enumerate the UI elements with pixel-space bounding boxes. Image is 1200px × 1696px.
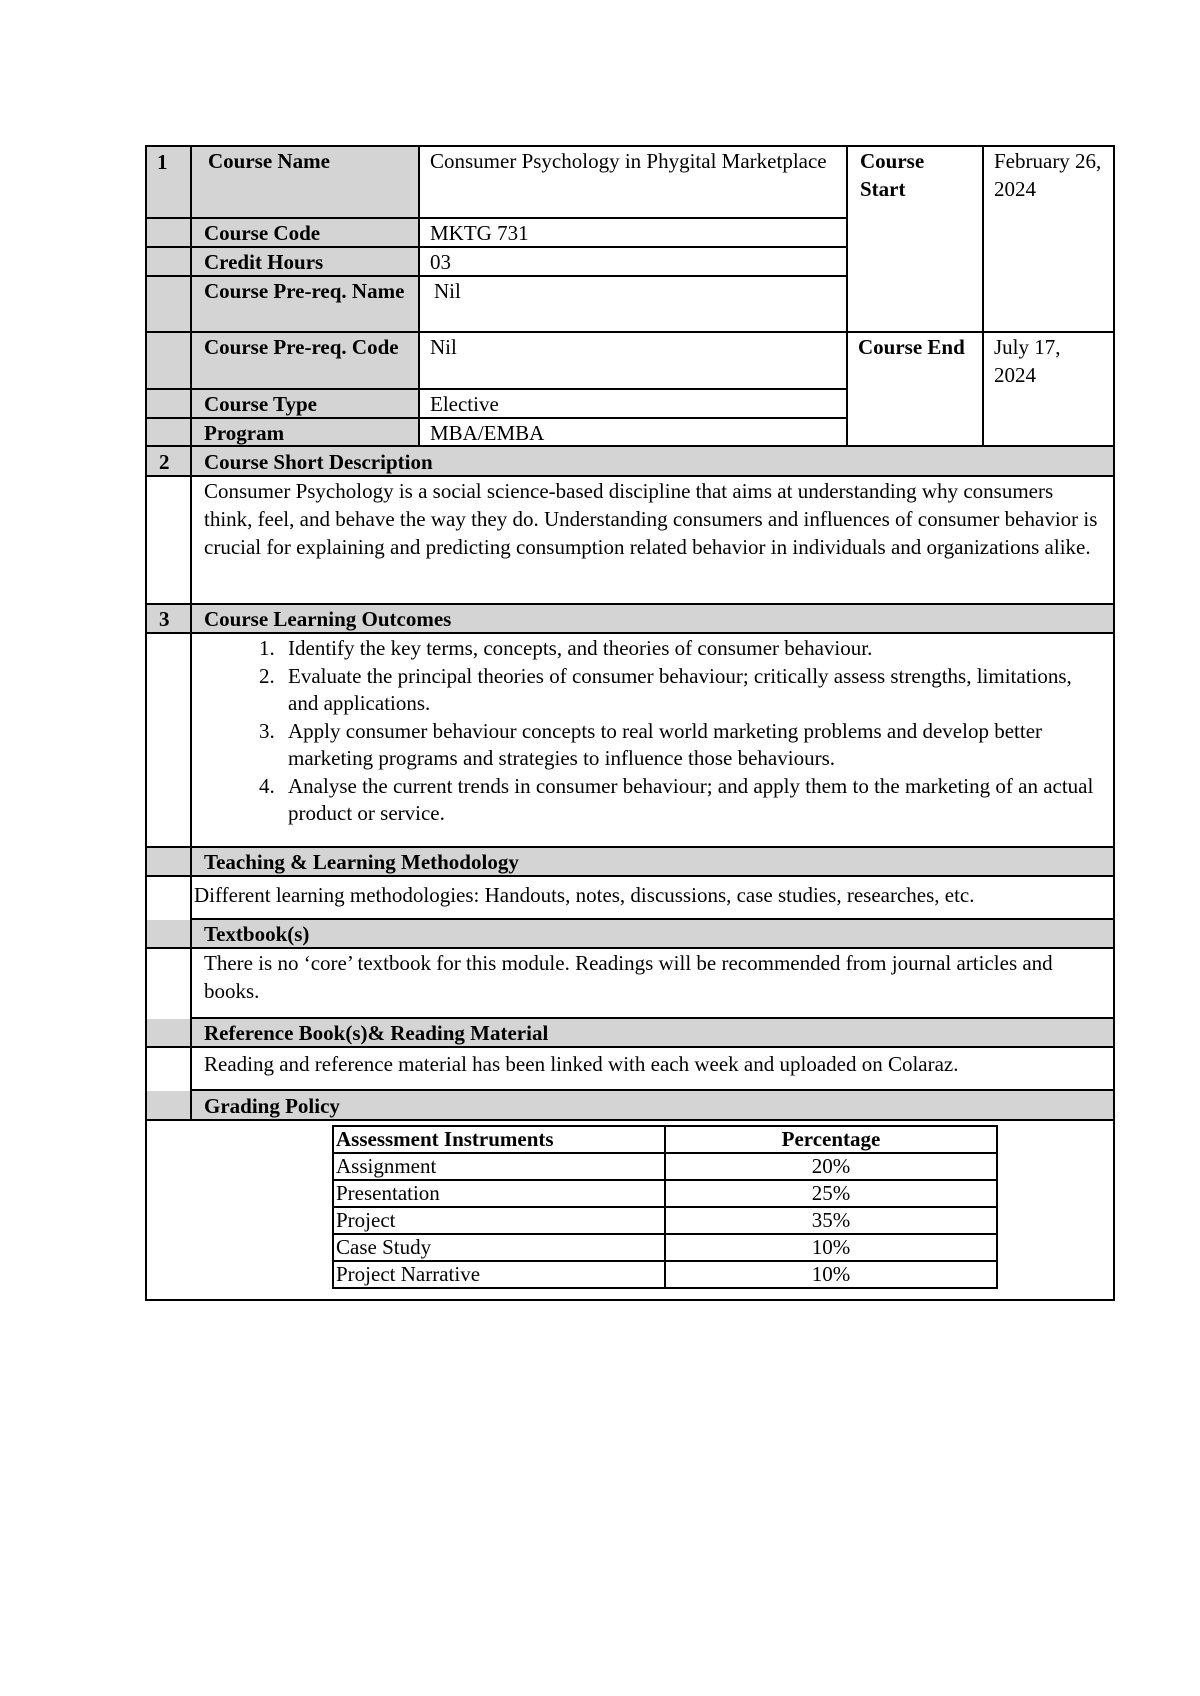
- divider: [147, 388, 192, 390]
- outcomes-heading: Course Learning Outcomes: [204, 607, 452, 631]
- methodology-text: Different learning methodologies: Handouts, notes, discussions, case studies, researches, etc.: [192, 877, 1113, 920]
- outcomes-list: [192, 635, 1101, 828]
- section-1-number-column: [147, 147, 192, 445]
- grading-table-header: [333, 1126, 997, 1153]
- value-program: MBA/EMBA: [420, 419, 848, 445]
- percentage-cell: 20%: [665, 1153, 997, 1180]
- divider: [147, 246, 192, 248]
- course-start-value: February 26, 2024: [984, 147, 1113, 333]
- divider: [147, 417, 192, 419]
- value-prereq-name: Nil: [420, 277, 848, 333]
- textbooks-text: There is no ‘core’ textbook for this module. Readings will be recommended from journal articles and books.: [192, 949, 1113, 1019]
- value-course-name: Consumer Psychology in Phygital Marketplace: [420, 147, 848, 219]
- course-end-label: Course End: [848, 333, 984, 445]
- col-percentage-header: Percentage: [665, 1126, 997, 1153]
- methodology-heading: Teaching & Learning Methodology: [204, 850, 519, 874]
- label-prereq-name: Course Pre-req. Name: [192, 277, 420, 333]
- label-course-name: Course Name: [192, 147, 420, 219]
- instrument-cell: Case Study: [333, 1234, 665, 1261]
- divider: [147, 848, 192, 875]
- grading-table: [332, 1125, 998, 1289]
- instrument-cell: Project: [333, 1207, 665, 1234]
- section-1-number: 1: [157, 150, 168, 174]
- label-course-type: Course Type: [192, 390, 420, 419]
- divider: [147, 477, 192, 603]
- instrument-cell: Project Narrative: [333, 1261, 665, 1288]
- table-row: [333, 1180, 997, 1207]
- table-row: [333, 1153, 997, 1180]
- course-start-label: Course Start: [848, 147, 984, 333]
- label-course-code: Course Code: [192, 219, 420, 248]
- grading-heading: Grading Policy: [204, 1094, 340, 1118]
- table-row: [333, 1207, 997, 1234]
- section-3-number: 3: [159, 607, 170, 631]
- description-heading: Course Short Description: [204, 450, 433, 474]
- instrument-cell: Presentation: [333, 1180, 665, 1207]
- divider: [147, 605, 192, 632]
- course-end-value: July 17, 2024: [994, 335, 1061, 387]
- label-credit-hours: Credit Hours: [192, 248, 420, 277]
- references-heading: Reference Book(s)& Reading Material: [204, 1021, 549, 1045]
- table-row: [333, 1234, 997, 1261]
- divider: [147, 275, 192, 277]
- value-course-code: MKTG 731: [420, 219, 848, 248]
- value-prereq-code: Nil: [420, 333, 848, 390]
- divider: [147, 877, 192, 920]
- label-program: Program: [204, 421, 285, 445]
- divider: [147, 634, 192, 846]
- col-instrument-header: Assessment Instruments: [333, 1126, 665, 1153]
- percentage-cell: 35%: [665, 1207, 997, 1234]
- divider: [147, 1048, 192, 1091]
- textbooks-heading: Textbook(s): [204, 922, 310, 946]
- divider: [147, 217, 192, 219]
- section-2-number: 2: [159, 450, 170, 474]
- outcome-item: 2. Evaluate the principal theories of consumer behaviour; critically assess strengths, limitations, and applications.: [280, 663, 1101, 718]
- percentage-cell: 10%: [665, 1234, 997, 1261]
- table-row: [333, 1261, 997, 1288]
- outcomes-list-cell: [192, 635, 1113, 846]
- percentage-cell: 25%: [665, 1180, 997, 1207]
- label-prereq-code: Course Pre-req. Code: [192, 333, 420, 390]
- percentage-cell: 10%: [665, 1261, 997, 1288]
- divider: [147, 920, 192, 947]
- outcome-item: 3. Apply consumer behaviour concepts to real world marketing problems and develop better marketing programs and strategies to influence those behaviours.: [280, 718, 1101, 773]
- divider: [147, 1091, 192, 1119]
- references-text: Reading and reference material has been linked with each week and uploaded on Colaraz.: [192, 1048, 1113, 1091]
- description-text: Consumer Psychology is a social science-based discipline that aims at understanding why consumers think, feel, and behave the way they do. Understanding consumers and influences of consumer behavior is crucial for explaining and predicting consumption related behavior in individuals and organizations alike.: [204, 479, 1098, 559]
- value-course-type: Elective: [420, 390, 848, 419]
- divider: [147, 1019, 192, 1046]
- divider: [147, 447, 192, 475]
- outcome-item: 1. Identify the key terms, concepts, and theories of consumer behaviour.: [280, 635, 1101, 663]
- value-credit-hours: 03: [420, 248, 848, 277]
- divider: [147, 949, 192, 1019]
- divider: [147, 331, 192, 333]
- outcome-item: 4. Analyse the current trends in consumer behaviour; and apply them to the marketing of an actual product or service.: [280, 773, 1101, 828]
- instrument-cell: Assignment: [333, 1153, 665, 1180]
